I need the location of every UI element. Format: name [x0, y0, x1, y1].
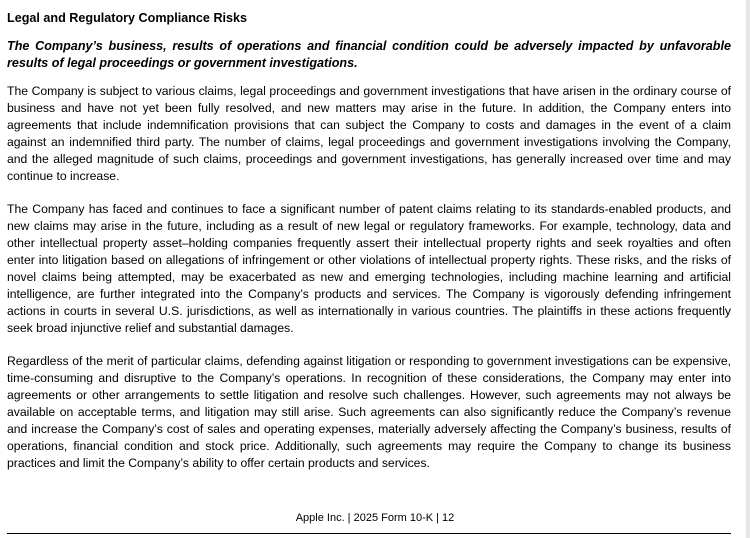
section-heading: Legal and Regulatory Compliance Risks — [7, 11, 248, 25]
paragraph-patent-claims: The Company has faced and continues to face a significant number of patent claims relating to its standards-enabled products, and new claims may arise in the future, including as a result of new legal or regulatory frameworks. For example, technology, data and other intellectual property asset–holding companies frequently assert their intellectual property rights and seek royalties and often enter into litigation based on allegations of infringement or other violations of intellectual property rights. These risks, and the risks of novel claims being attempted, may be exacerbated as new and emerging technologies, including machine learning and artificial intelligence, are further integrated into the Company’s products and services. The Company is vigorously defending infringement actions in courts in several U.S. jurisdictions, as well as internationally in various countries. The plaintiffs in these actions frequently seek broad injunctive relief and substantial damages. — [7, 202, 731, 335]
paragraph-litigation-costs: Regardless of the merit of particular claims, defending against litigation or responding to government investigations can be expensive, time-consuming and disruptive to the Company’s operations. In recognition of these considerations, the Company may enter into agreements or other arrangements to settle litigation and resolve such challenges. However, such agreements may not always be available on acceptable terms, and litigation may still arise. Such agreements can also significantly reduce the Company’s revenue and increase the Company’s cost of sales and operating expenses, materially adversely affecting the Company’s business, results of operations, financial condition and stock price. Additionally, such agreements may require the Company to change its business practices and limit the Company’s ability to offer certain products and services. — [7, 354, 731, 470]
paragraph-claims-overview: The Company is subject to various claims, legal proceedings and government investigations that have arisen in the ordinary course of business and have not yet been fully resolved, and new matters may arise in the future. In addition, the Company enters into agreements that include indemnification provisions that can subject the Company to costs and damages in the event of a claim against an indemnified third party. The number of claims, legal proceedings and government investigations involving the Company, and the alleged magnitude of such claims, proceedings and government investigations, has generally increased over time and may continue to increase. — [7, 84, 731, 183]
document-page — [7, 10, 731, 489]
scrollbar-track[interactable] — [746, 0, 750, 538]
page-footer: Apple Inc. | 2025 Form 10-K | 12 — [295, 512, 455, 524]
footer-divider — [7, 533, 731, 534]
risk-factor-title: The Company’s business, results of operations and financial condition could be adversely impacted by unfavorable results of legal proceedings or government investigations. — [7, 39, 731, 70]
